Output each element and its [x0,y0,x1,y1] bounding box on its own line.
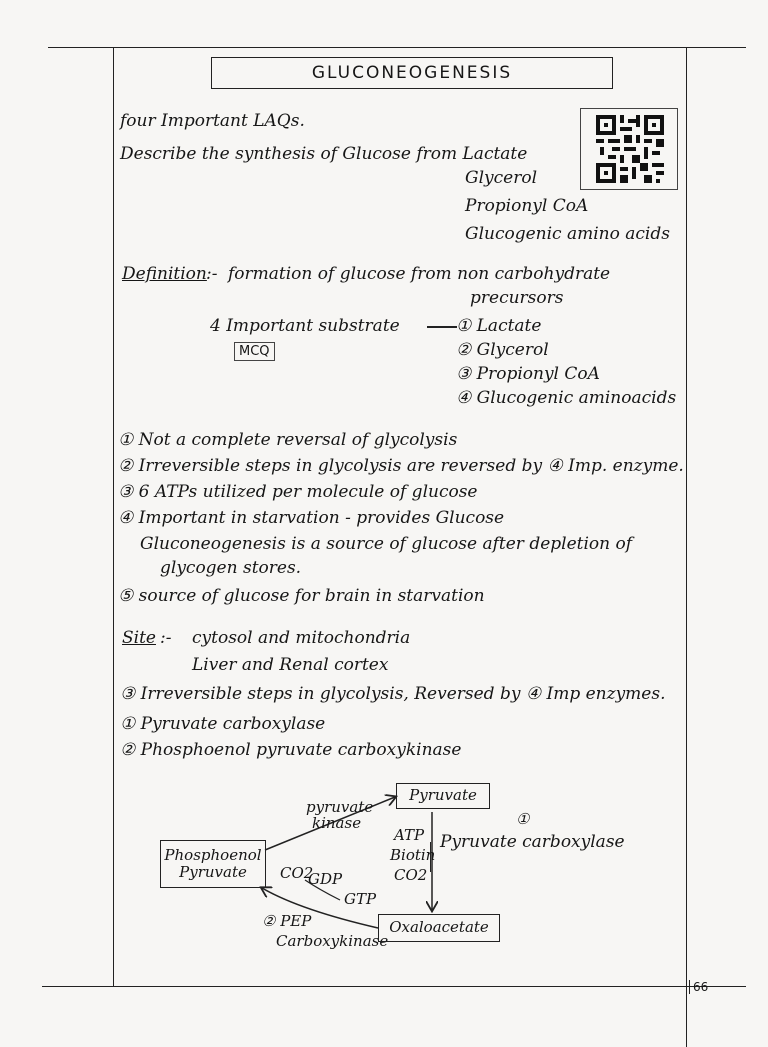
co2-label: CO2 [280,864,314,882]
definition-label: Definition [122,264,207,284]
substrate-item: ③ Propionyl CoA [456,364,600,384]
point-item: ⑤ source of glucose for brain in starvation [118,586,485,606]
gdp-label: GDP [308,870,343,888]
oxaloacetate-box: Oxaloacetate [378,914,500,942]
enzyme-item: ① Pyruvate carboxylase [120,714,326,734]
step-number: ① [516,810,530,828]
pep-label: Pyruvate [179,863,247,881]
definition-text-cont: precursors [470,288,564,308]
laqs-question: Describe the synthesis of Glucose from Lactate [120,144,528,164]
cofactor-biotin: Biotin [390,846,436,864]
site-text: Liver and Renal cortex [192,655,389,675]
point-item: ② Irreversible steps in glycolysis are reversed by ④ Imp. enzyme. [118,456,684,476]
pyruvate-kinase-label: kinase [312,814,362,832]
cofactor-bracket [430,842,431,872]
laqs-item: Glycerol [465,168,538,188]
site-separator: :- [160,628,172,648]
laqs-item: Glucogenic amino acids [465,224,670,244]
point-item: ① Not a complete reversal of glycolysis [118,430,458,450]
page-title: GLUCONEOGENESIS [211,57,613,89]
site-text: cytosol and mitochondria [192,628,411,648]
point-item: ④ Important in starvation - provides Glucose [118,508,505,528]
laqs-heading: four Important LAQs. [120,111,305,131]
site-label: Site [122,628,156,648]
point-item-cont: glycogen stores. [160,558,302,578]
substrates-label: 4 Important substrate [210,316,400,336]
page-number: 66 [689,980,708,994]
cofactor-co2: CO2 [394,866,428,884]
enzyme-item: ② Phosphoenol pyruvate carboxykinase [120,740,462,760]
mcq-tag: MCQ [234,342,275,361]
substrate-item: ④ Glucogenic aminoacids [456,388,677,408]
laqs-item: Propionyl CoA [465,196,589,216]
pep-label: Phosphoenol [164,845,262,864]
pyruvate-box: Pyruvate [396,783,490,809]
carboxylase-label: Pyruvate carboxylase [440,832,625,852]
cofactor-atp: ATP [394,826,425,844]
substrate-item: ① Lactate [456,316,542,336]
substrate-item: ② Glycerol [456,340,549,360]
pyruvate-kinase-label: pyruvate [306,798,374,816]
steps-heading: ③ Irreversible steps in glycolysis, Reversed by ④ Imp enzymes. [120,684,666,704]
pepck-label: ② PEP [262,912,312,930]
pepck-label: Carboxykinase [276,932,389,950]
definition-text: formation of glucose from non carbohydrate [228,264,611,284]
pep-box [160,840,266,888]
point-item: ③ 6 ATPs utilized per molecule of glucose [118,482,478,502]
point-item-cont: Gluconeogenesis is a source of glucose after depletion of [140,534,633,554]
gtp-label: GTP [344,890,377,908]
definition-separator: :- [206,264,218,284]
